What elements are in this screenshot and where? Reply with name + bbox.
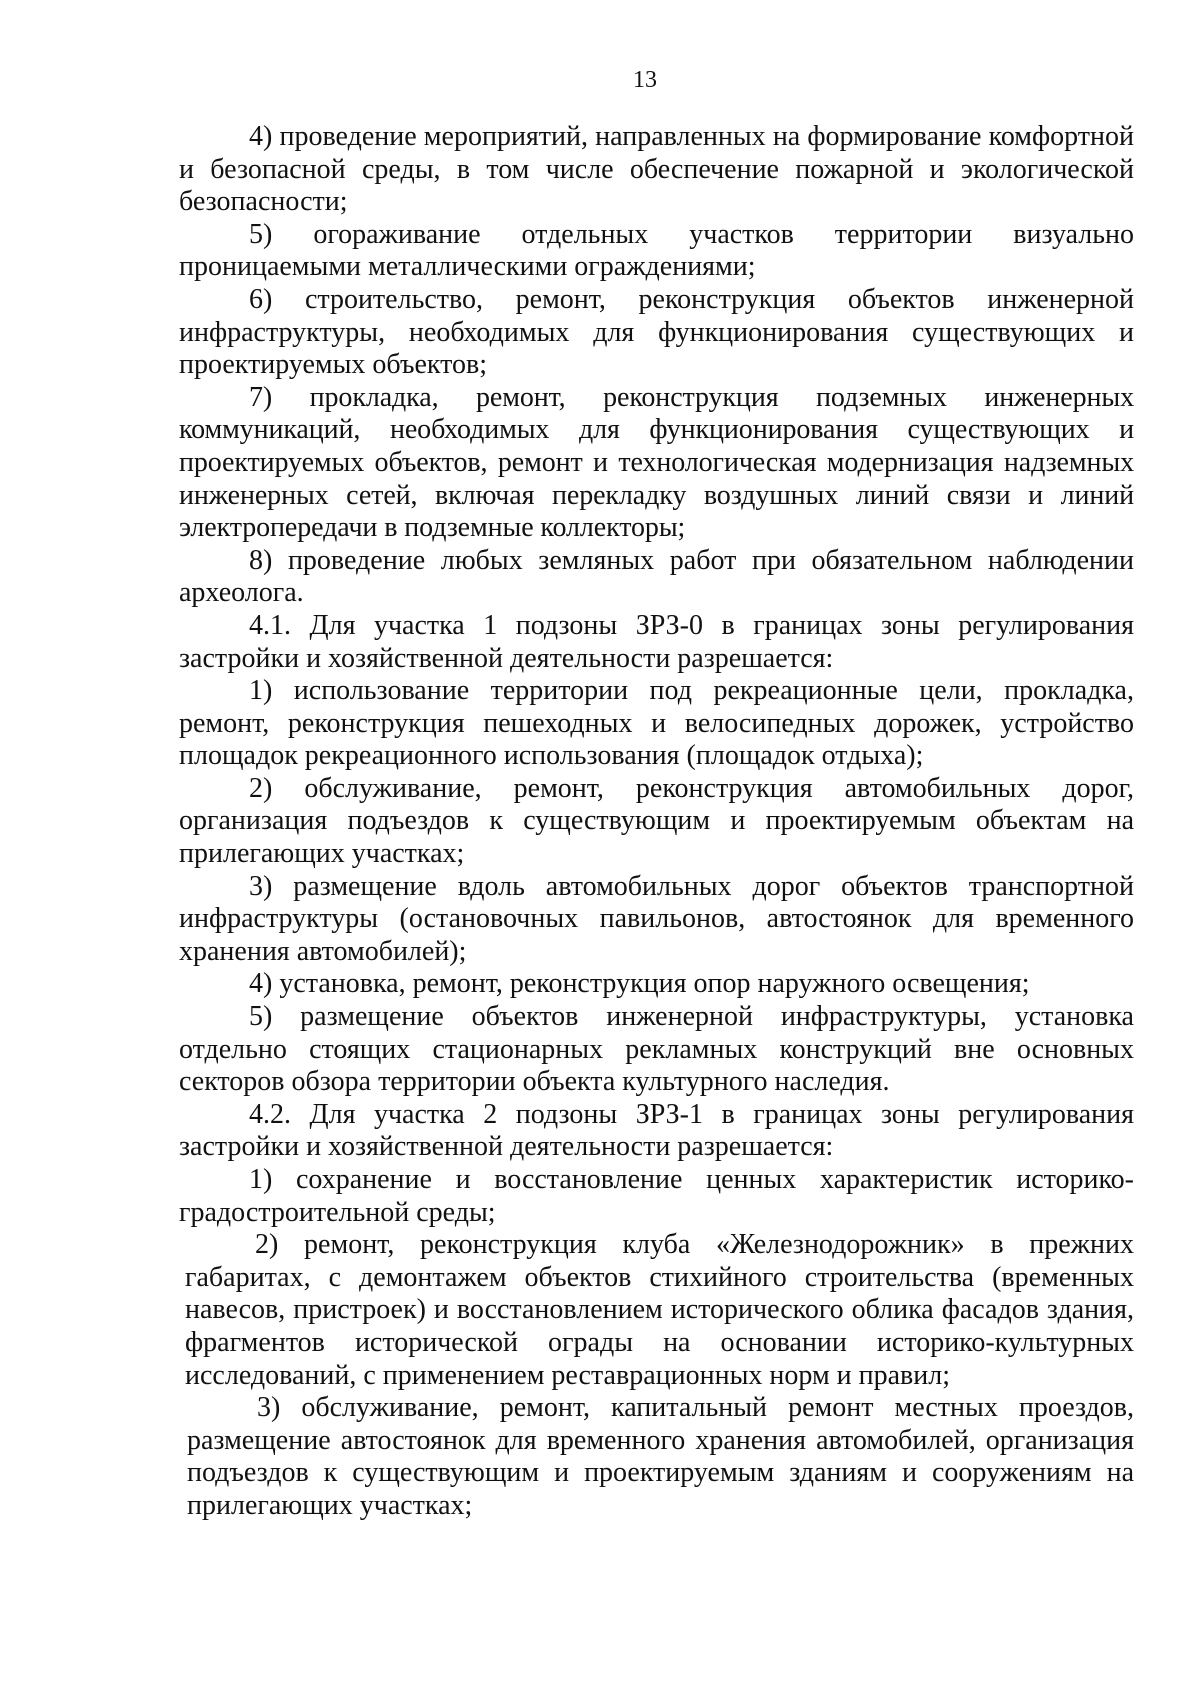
section-4-2-item-3: 3) обслуживание, ремонт, капитальный ремонт местных проездов, размещение автостоянок для временного хранения автомобилей, организация подъездов к существующим и проектируемым зданиям и сооружениям на прилегающих участках; [187, 1392, 1134, 1521]
section-4-1-item-1: 1) использование территории под рекреационные цели, прокладка, ремонт, реконструкция пешеходных и велосипедных дорожек, устройство площадок рекреационного использования (площадок отдыха); [179, 675, 1134, 772]
page-number: 13 [633, 67, 657, 93]
section-4-1-item-4: 4) установка, ремонт, реконструкция опор наружного освещения; [249, 968, 1030, 1000]
paragraph-item-8: 8) проведение любых земляных работ при обязательном наблюдении археолога. [179, 544, 1134, 609]
section-4-1-item-2: 2) обслуживание, ремонт, реконструкция автомобильных дорог, организация подъездов к существующим и проектируемым объектам на прилегающих участках; [179, 772, 1134, 870]
section-4-2-heading: 4.2. Для участка 2 подзоны ЗРЗ-1 в границах зоны регулирования застройки и хозяйственной деятельности разрешается: [179, 1098, 1134, 1163]
section-4-2-item-1: 1) сохранение и восстановление ценных характеристик историко-градостроительной среды; [179, 1164, 1134, 1228]
section-4-2-item-2: 2) ремонт, реконструкция клуба «Железнодорожник» в прежних габаритах, с демонтажем объектов стихийного строительства (временных навесов, пристроек) и восстановлением исторического облика фасадов здания, фрагментов исторической ограды на основании историко-культурных исследований, с применением реставрационных норм и правил; [185, 1229, 1134, 1391]
paragraph-item-7: 7) прокладка, ремонт, реконструкция подземных инженерных коммуникаций, необходимых для функционирования существующих и проектируемых объектов, ремонт и технологическая модернизация надземных инженерных сетей, включая перекладку воздушных линий связи и линий электропередачи в подземные коллекторы; [179, 381, 1134, 544]
document-body [179, 121, 1134, 1523]
section-4-1-heading: 4.1. Для участка 1 подзоны ЗРЗ-0 в границах зоны регулирования застройки и хозяйственной деятельности разрешается: [179, 609, 1134, 674]
paragraph-item-4: 4) проведение мероприятий, направленных на формирование комфортной и безопасной среды, в том числе обеспечение пожарной и экологической безопасности; [179, 121, 1134, 218]
paragraph-item-6: 6) строительство, ремонт, реконструкция объектов инженерной инфраструктуры, необходимых для функционирования существующих и проектируемых объектов; [179, 283, 1134, 381]
section-4-1-item-3: 3) размещение вдоль автомобильных дорог объектов транспортной инфраструктуры (остановочных павильонов, автостоянок для временного хранения автомобилей); [179, 870, 1134, 967]
section-4-1-item-5: 5) размещение объектов инженерной инфраструктуры, установка отдельно стоящих стационарных рекламных конструкций вне основных секторов обзора территории объекта культурного наследия. [179, 1001, 1134, 1098]
paragraph-item-5: 5) огораживание отдельных участков территории визуально проницаемыми металлическими ограждениями; [179, 218, 1134, 283]
